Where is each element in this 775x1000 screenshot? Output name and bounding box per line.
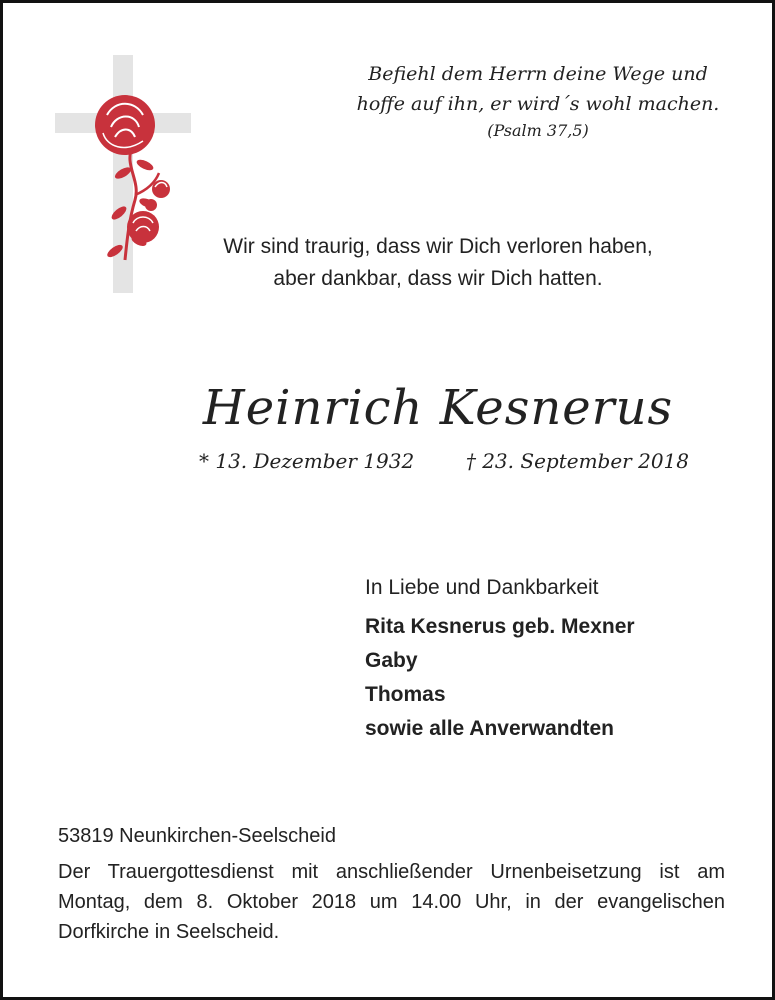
mourner-name: Thomas [365,683,446,706]
bible-verse [353,59,723,143]
deceased-name: Heinrich Kesnerus [202,380,674,436]
service-info: Der Trauergottesdienst mit anschließender Urnenbeisetzung ist am Montag, dem 8. Oktober 2018 um 14.00 Uhr, in der evangelischen Dorfkirche in Seelscheid. [58,861,725,943]
quote-line-1: Wir sind traurig, dass wir Dich verloren haben, [223,235,653,258]
mourners-block [365,570,755,746]
notice-footer [58,821,725,947]
quote-line-2: aber dankbar, dass wir Dich hatten. [273,267,603,290]
mourner-name: Rita Kesnerus geb. Mexner [365,615,635,638]
mourner-name: sowie alle Anverwandten [365,717,614,740]
mourning-quote [173,231,703,295]
place-line: 53819 Neunkirchen-Seelscheid [58,825,336,847]
mourners-intro: In Liebe und Dankbarkeit [365,576,599,599]
verse-line-1: Befiehl dem Herrn deine Wege und [368,63,708,85]
verse-reference: (Psalm 37,5) [487,121,589,140]
birth-date: * 13. Dezember 1932 [199,449,415,473]
mourner-name: Gaby [365,649,418,672]
verse-line-2: hoffe auf ihn, er wird´s wohl machen. [356,93,720,115]
life-dates [199,449,689,473]
death-date: † 23. September 2018 [465,449,689,473]
